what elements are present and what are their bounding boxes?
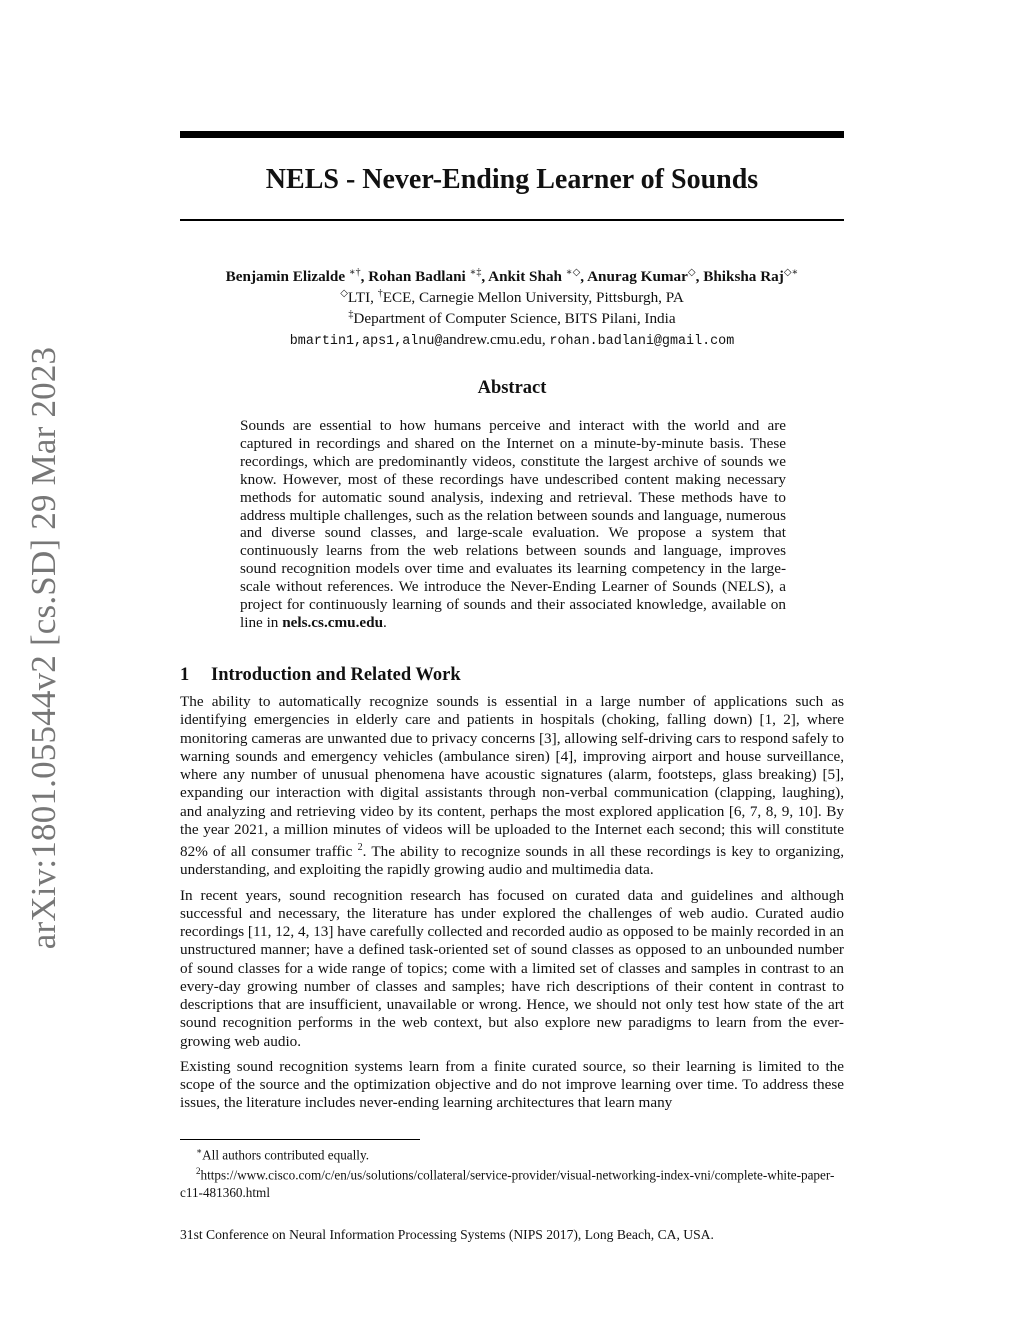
- affiliation-line: [150, 308, 874, 329]
- paragraph-text: The ability to automatically recognize sounds is essential in a large number of applications such as identifying emergencies in elderly care and patients in hospitals (choking, falling down) [1, 2], where monitoring cameras are unwanted due to privacy concerns [3], allowing self-driving cars to respond safely to warning sounds and emergency vehicles (ambulance siren) [4], improving airport and house surveillance, where any number of unusual phenomena have acoustic signatures (alarm, footsteps, glass breaking) [5], expanding our interaction with digital assistants through non-verbal communication (clapping, laughing), and analyzing and retrieving video by its content, perhaps the most explored application [6, 7, 8, 9, 10]. By the year 2021, a million minutes of videos will be uploaded to the Internet each second; this will constitute 82% of all consumer traffic: [180, 693, 844, 861]
- abstract-text: [240, 417, 786, 632]
- footnote: [180, 1163, 844, 1200]
- author-name: Anurag Kumar: [587, 268, 688, 285]
- arxiv-identifier-stamp: arXiv:1801.05544v2 [cs.SD] 29 Mar 2023: [24, 346, 63, 950]
- affiliation-mark: ‡: [348, 308, 354, 320]
- venue-footer: 31st Conference on Neural Information Processing Systems (NIPS 2017), Long Beach, CA, USA.: [180, 1227, 714, 1242]
- affiliation-text: ECE, Carnegie Mellon University, Pittsburgh, PA: [382, 289, 684, 306]
- title-top-rule: [180, 131, 844, 138]
- affiliation-line: [150, 287, 874, 308]
- footnote: [180, 1143, 844, 1163]
- footnote-text: All authors contributed equally.: [202, 1147, 370, 1163]
- footnote-rule: [180, 1139, 420, 1140]
- author-block: [150, 266, 874, 352]
- email-line: [150, 329, 874, 352]
- footnote-ref[interactable]: 2: [357, 842, 363, 853]
- paragraph-text: . The ability to recognize sounds in all these recordings is key to organizing, understanding, and exploiting the rapidly growing audio and multimedia data.: [180, 843, 844, 879]
- email-list: bmartin1,aps1,alnu@: [289, 334, 443, 349]
- paragraph: [180, 693, 844, 880]
- author-name: Bhiksha Raj: [703, 268, 784, 285]
- author-affiliation-marks: ∗◇: [565, 266, 581, 278]
- abstract-end: .: [383, 613, 387, 631]
- title-bottom-rule: [180, 219, 844, 221]
- section-body: [180, 693, 844, 1120]
- paragraph: Existing sound recognition systems learn from a finite curated source, so their learning is limited to the scope of the source and the optimization objective and do not improve learning over time. To address these issues, the literature includes never-ending learning architectures that learn many: [180, 1057, 844, 1112]
- abstract-heading: Abstract: [477, 378, 547, 398]
- footnote-mark: ∗: [196, 1146, 203, 1156]
- footnotes: [180, 1143, 844, 1201]
- affiliation-text: Department of Computer Science, BITS Pilani, India: [353, 310, 676, 327]
- author-list: Benjamin Elizalde ∗†, Rohan Badlani ∗‡, Ankit Shah ∗◇, Anurag Kumar◇, Bhiksha Raj◇∗: [225, 266, 799, 285]
- paragraph: In recent years, sound recognition research has focused on curated data and guidelines and although successful and necessary, the literature has under explored the challenges of web audio. Curated audio recordings [11, 12, 4, 13] have carefully collected and recorded audio as opposed to be mainly recorded in an unstructured manner; have a defined task-oriented set of sound classes as opposed to an unbounded number of sound classes for a wide range of topics; come with a limited set of classes and samples in contrast to an every-day growing number of classes and samples; have rich descriptions of their content in contrast to descriptions that are insufficient, unavailable or wrong. Hence, we should not only test how state of the art sound recognition performs in the web context, but also explore new paradigms to learn from the ever-growing web audio.: [180, 886, 844, 1050]
- section-heading: [180, 663, 844, 687]
- email-address: rohan.badlani@gmail.com: [549, 334, 735, 349]
- author-affiliation-marks: ◇: [687, 266, 696, 278]
- email-domain: andrew.cmu.edu,: [442, 331, 550, 348]
- author-name: Ankit Shah: [488, 268, 562, 285]
- affiliation-mark: †: [377, 287, 383, 299]
- section-number: 1: [180, 665, 190, 685]
- affiliation-text: LTI,: [347, 289, 378, 306]
- paper-title: NELS - Never-Ending Learner of Sounds: [265, 164, 759, 195]
- footnote-url[interactable]: https://www.cisco.com/c/en/us/solutions/collateral/service-provider/visual-networking-index-vni/complete-white-paper-c11-481360.html: [180, 1167, 835, 1200]
- author-name: Benjamin Elizalde: [225, 268, 346, 285]
- section-title: Introduction and Related Work: [211, 665, 461, 685]
- project-link[interactable]: nels.cs.cmu.edu: [282, 613, 384, 631]
- footnote-mark: 2: [196, 1166, 201, 1177]
- abstract-body: Sounds are essential to how humans perceive and interact with the world and are captured in recordings and shared on the Internet on a minute-by-minute basis. These recordings, which are predominantly videos, constitute the largest archive of sounds we know. However, most of these recordings have undescribed content making necessary methods for automatic sound analysis, indexing and retrieval. These methods have to address multiple challenges, such as the relation between sounds and language, numerous and diverse sound classes, and large-scale evaluation. We propose a system that continuously learns from the web relations between sounds and language, improves sound recognition models over time and evaluates its learning competency in the large-scale without references. We introduce the Never-Ending Learner of Sounds (NELS), a project for continuously learning of sounds and their associated knowledge, available on line in: [240, 417, 786, 631]
- author-affiliation-marks: ◇∗: [783, 266, 799, 278]
- affiliation-mark: ◇: [340, 287, 348, 299]
- author-affiliation-marks: ∗†: [348, 266, 361, 278]
- author-name: Rohan Badlani: [368, 268, 466, 285]
- author-affiliation-marks: ∗‡: [469, 266, 482, 278]
